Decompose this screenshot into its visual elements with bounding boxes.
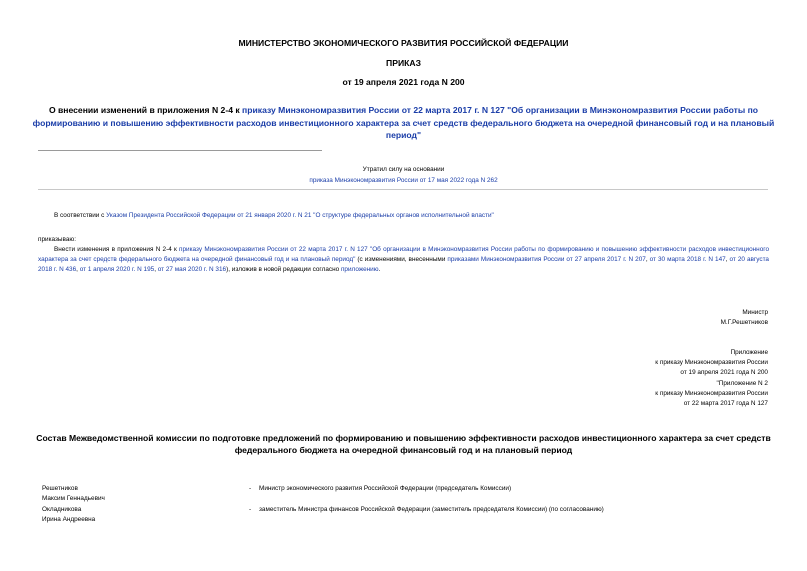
body-text: ,: [645, 256, 650, 264]
body-text: (с изменениями, внесенными: [355, 256, 448, 264]
body-text: ,: [76, 266, 80, 274]
member-row: [38, 484, 778, 505]
lost-force-notice: [0, 164, 807, 186]
members-list: [38, 484, 778, 526]
body-text: ,: [154, 266, 158, 274]
order-body-paragraph: [38, 245, 769, 276]
member-dash: -: [249, 506, 252, 513]
appendix-link[interactable]: приложению: [340, 266, 379, 274]
signature-block: [721, 308, 768, 328]
appendix-line: к приказу Минэкономразвития России: [655, 359, 768, 367]
amendment-link-316[interactable]: от 27 мая 2020 г. N 316: [157, 266, 227, 274]
basis-prefix: В соответствии с: [54, 212, 107, 219]
divider: [38, 150, 322, 151]
document-date-number: от 19 апреля 2021 года N 200: [342, 77, 465, 87]
member-name: [42, 484, 232, 503]
member-surname: Решетников: [42, 485, 78, 492]
appendix-line: от 19 апреля 2021 года N 200: [680, 369, 768, 377]
title-prefix: О внесении изменений в приложения N 2-4 к: [48, 105, 243, 115]
member-surname: Окладникова: [42, 506, 82, 513]
body-text: ), изложив в новой редакции согласно: [226, 266, 341, 274]
signatory-position: Министр: [742, 309, 768, 316]
appendix-line: "Приложение N 2: [716, 379, 768, 387]
amendment-link-207[interactable]: приказами Минэкономразвития России от 27 апреля 2017 г. N 207: [447, 256, 646, 264]
body-text: .: [378, 266, 381, 274]
lost-force-link[interactable]: приказа Минэкономразвития России от 17 мая 2022 года N 262: [309, 177, 498, 184]
member-given-name: Максим Геннадьевич: [42, 494, 105, 502]
body-text: Внести изменения в приложения N 2-4 к: [54, 246, 180, 253]
order-127-link[interactable]: приказу Минэкономразвития России от 22 марта 2017 г. N 127 "Об организации в Минэкономразвития России работы по формированию и повышению эффективности расходов инвестиционного характера за счет средств федерального бюджета на очередной финансовый год и на плановый период": [38, 246, 770, 264]
signatory-name: М.Г.Решетников: [720, 319, 768, 326]
divider: [38, 189, 768, 190]
appendix-line: к приказу Минэкономразвития России: [655, 389, 768, 397]
amendment-link-195[interactable]: от 1 апреля 2020 г. N 195: [79, 266, 155, 274]
member-role: заместитель Министра финансов Российской Федерации (заместитель председателя Комиссии) (по согласованию): [259, 506, 604, 513]
order-word: приказываю:: [38, 236, 76, 243]
appendix-line: от 22 марта 2017 года N 127: [683, 400, 768, 408]
appendix-line: Приложение: [730, 349, 768, 356]
body-text: ,: [725, 256, 730, 264]
member-dash: -: [249, 485, 252, 492]
member-name: [42, 505, 232, 524]
amendment-link-147[interactable]: от 30 марта 2018 г. N 147: [649, 256, 726, 264]
lost-force-text: Утратил силу на основании: [362, 166, 445, 173]
document-type: ПРИКАЗ: [386, 58, 421, 68]
amendment-link-436[interactable]: от 20 августа 2018 г. N 436: [38, 256, 769, 274]
ministry-heading: МИНИСТЕРСТВО ЭКОНОМИЧЕСКОГО РАЗВИТИЯ РОССИЙСКОЙ ФЕДЕРАЦИИ: [238, 38, 569, 48]
document-title: [30, 104, 777, 142]
member-row: [38, 505, 778, 526]
member-role: Министр экономического развития Российской Федерации (председатель Комиссии): [259, 485, 512, 492]
composition-title: Состав Межведомственной комиссии по подготовке предложений по формированию и повышению эффективности расходов инвестиционного характера за счет средств федерального бюджета на очередной финансовый год и на плановый период: [36, 433, 771, 455]
member-given-name: Ирина Андреевна: [42, 515, 96, 523]
basis-paragraph: [54, 212, 774, 219]
title-order-link[interactable]: приказу Минэкономразвития России от 22 марта 2017 г. N 127 "Об организации в Минэкономразвития России работы по формированию и повышению эффективности расходов инвестиционного характера за счет средств федерального бюджета на очередной финансовый год и на плановый период": [32, 105, 775, 140]
presidential-decree-link[interactable]: Указом Президента Российской Федерации от 21 января 2020 г. N 21 "О структуре федеральных органов исполнительной власти": [106, 212, 494, 219]
appendix-header: [655, 348, 768, 409]
